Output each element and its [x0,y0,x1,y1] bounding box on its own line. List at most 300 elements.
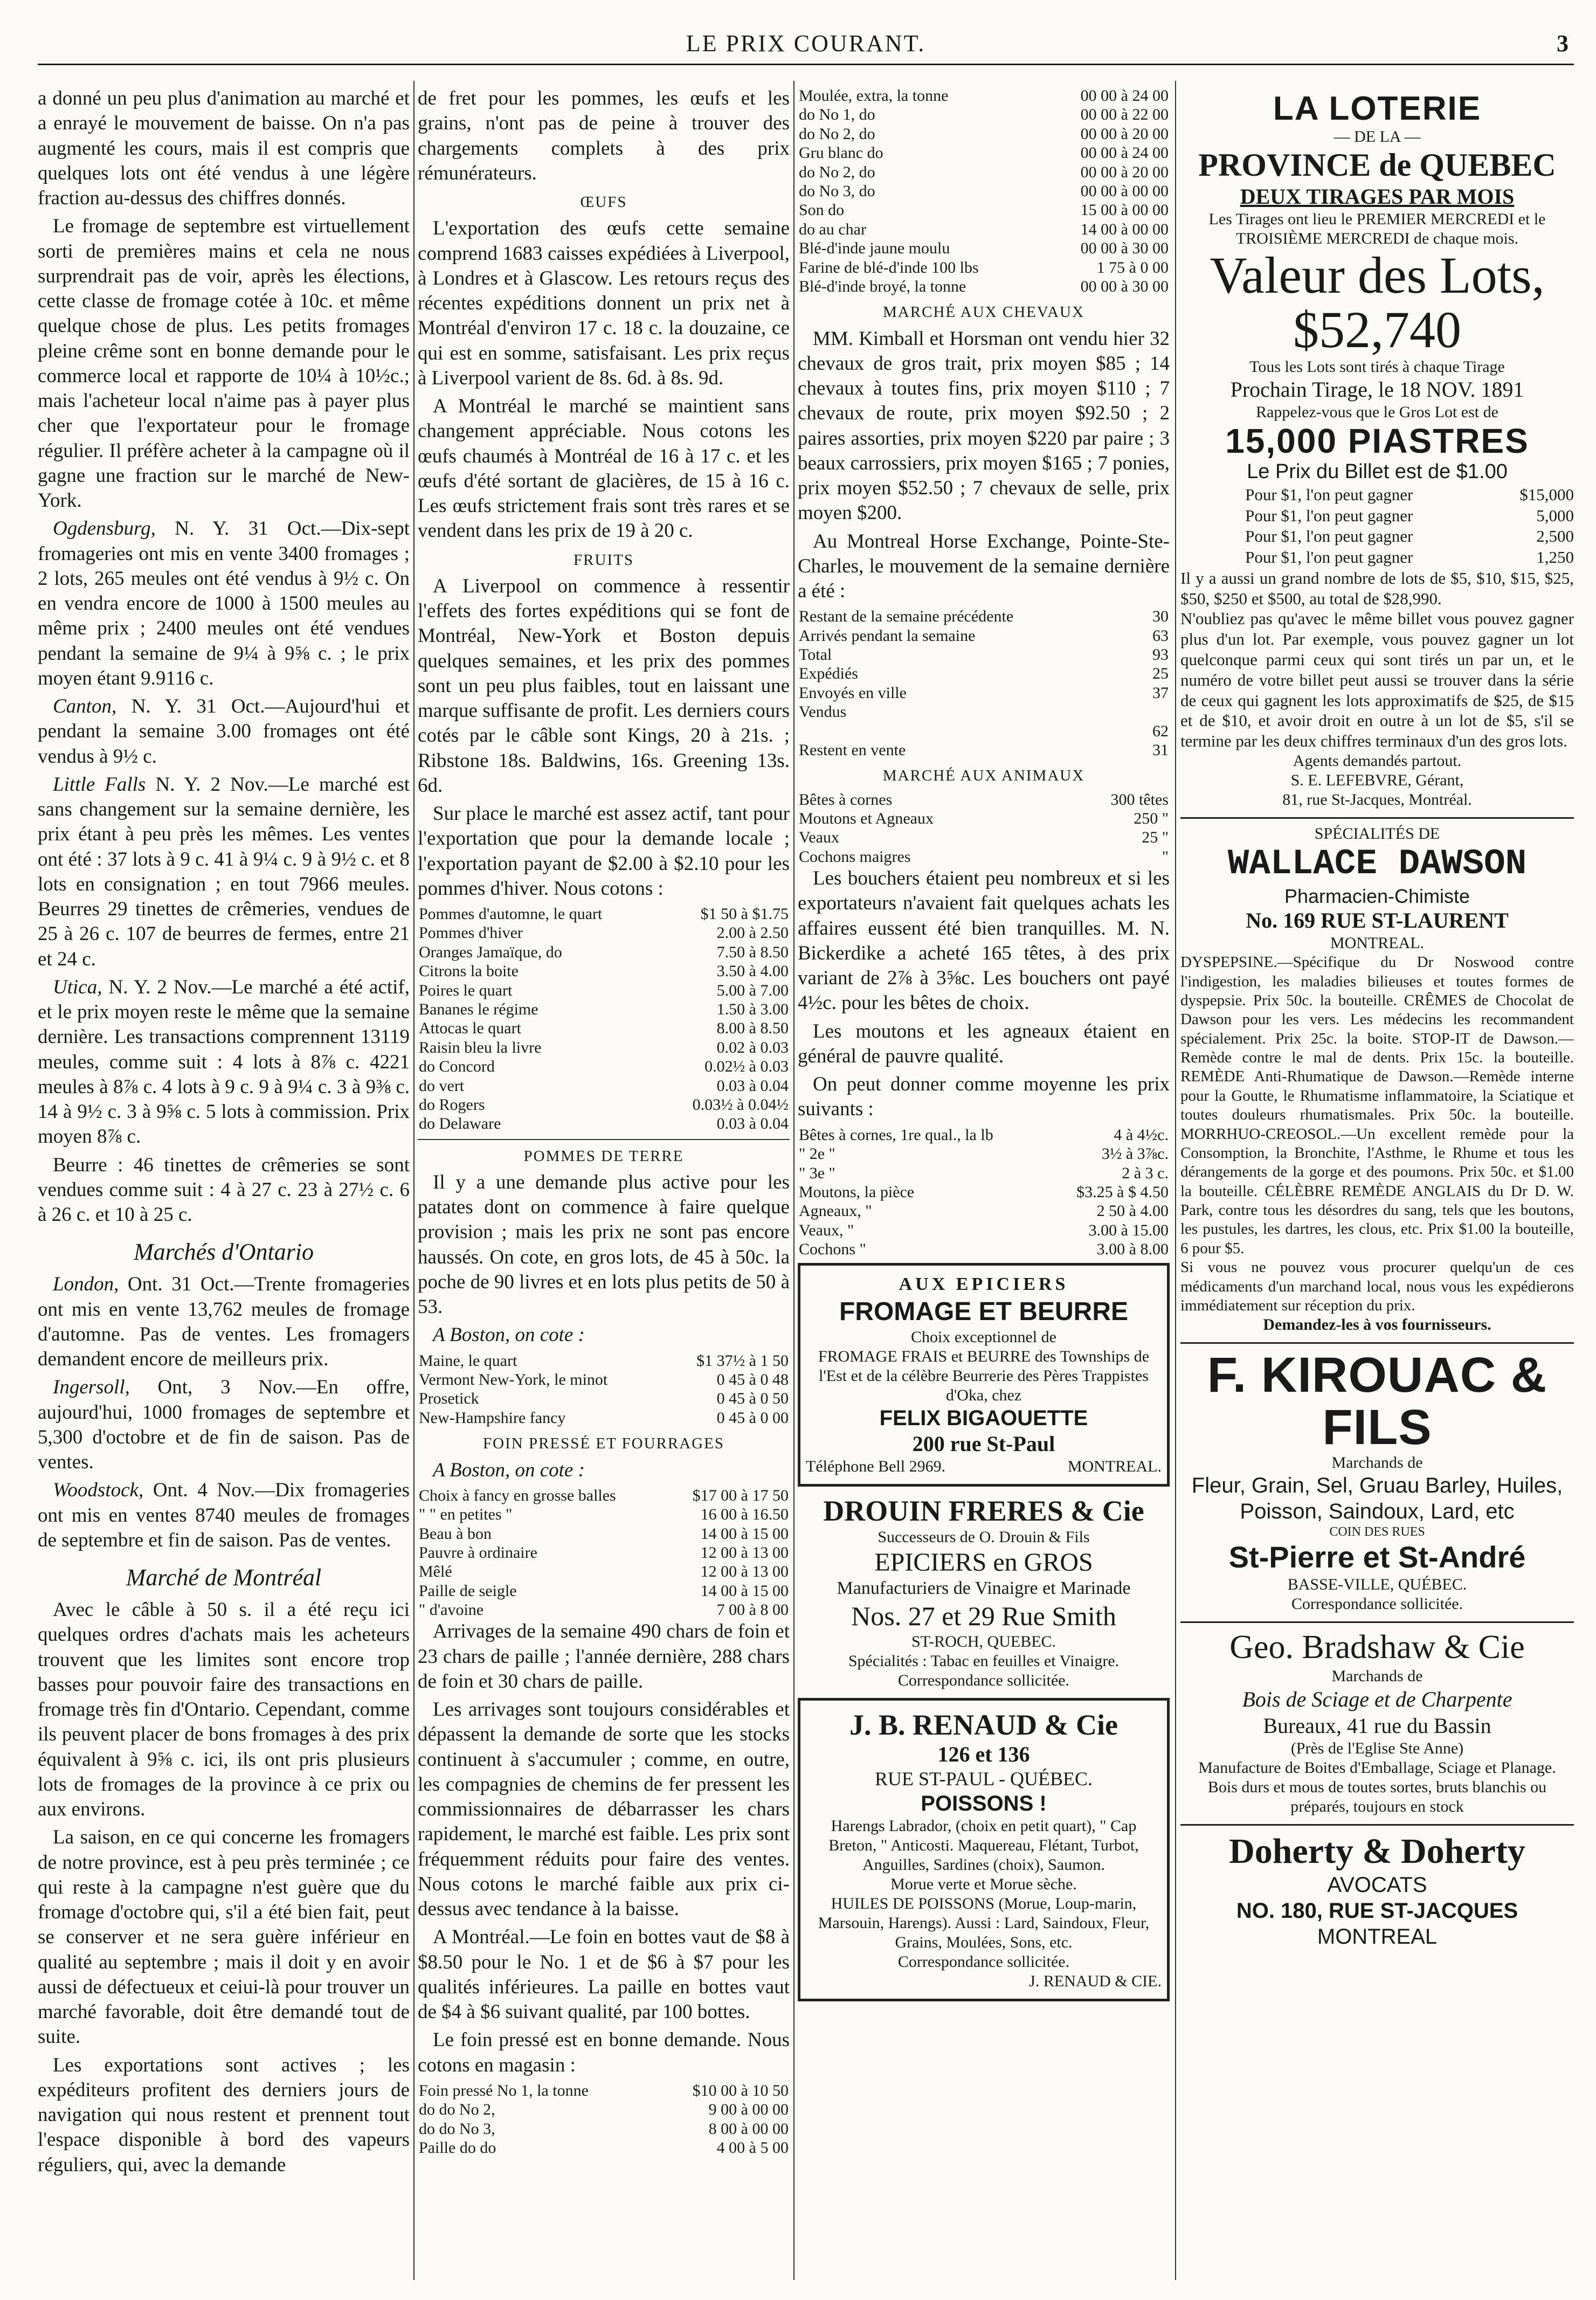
table-row [418,2081,790,2100]
table-cell-label: do vert [419,1076,465,1095]
ad-text: Les Tirages ont lieu le PREMIER MERCREDI et le TROISIÈME MERCREDI de chaque mois. [1208,210,1546,248]
table-cell-value: 3.00 à 8.00 [1096,1240,1169,1259]
table-cell-value: 0.03½ à 0.04½ [692,1095,789,1114]
table-row [418,1600,790,1619]
article-paragraph: A Montréal le marché se maintient sans changement appréciable. Nous cotons les œufs chaumés à Montréal de 16 à 17 c. et les œufs d'été sortant de glacières, de 15 à 16 c. Les œufs strictement frais sont très rares et se vendent dans les prix de 19 à 20 c. [418,395,790,542]
market-report [38,694,410,769]
ad-name: FELIX BIGAOUETTE [879,1406,1088,1430]
table-cell-label: Veaux [799,828,839,847]
table-cell-label: Agneaux, " [799,1202,872,1220]
ad-footer [806,1457,1162,1476]
ad-address: 200 rue St-Paul [912,1431,1055,1456]
market-report [38,1478,410,1553]
table-row [1180,506,1574,527]
table-cell-label: Attocas le quart [419,1019,521,1038]
price-table-boston [418,1351,790,1428]
table-cell-value: $10 00 à 10 50 [692,2081,789,2099]
ad-prix-billet: Le Prix du Billet est de $1.00 [1247,460,1508,484]
table-cell-value: 14 00 à 15 00 [700,1581,789,1600]
ad-items: Harengs Labrador, (choix en petit quart), " Cap Breton, " Anticosti. Maquereau, Flétant, Turbot, Anguilles, Sardines (choix), Saumon. [828,1817,1139,1874]
ad-name: F. KIROUAC & FILS [1207,1348,1547,1455]
table-cell-value: 30 [1152,607,1169,626]
section-heading: MARCHÉ AUX ANIMAUX [882,767,1085,785]
table-cell-label: Blé-d'inde broyé, la tonne [799,277,966,295]
table-row [798,664,1170,683]
table-cell-value: 00 00 à 24 00 [1080,144,1169,162]
ad-goods: Fleur, Grain, Sel, Gruau Barley, Huiles, Poisson, Saindoux, Lard, etc [1191,1474,1563,1524]
table-row [798,683,1170,702]
table-cell-label [798,722,1141,741]
table-cell-value: 7.50 à 8.50 [716,943,789,961]
table-cell-value: 14 00 à 00 00 [1080,220,1169,238]
ad-text: Rappelez-vous que le Gros Lot est de [1256,403,1498,421]
table-cell-value: 00 00 à 20 00 [1080,163,1169,181]
ad-goods: Bois de Sciage et de Charpente [1242,1687,1512,1711]
table-cell-value: 5.00 à 7.00 [716,981,789,999]
table-cell-label: Pommes d'hiver [419,924,523,942]
article-paragraph: A Liverpool on commence à ressentir l'effets des fortes expéditions qui se font de Montréal, New-York et Boston depuis quelques semaines, et les prix des pommes sont un peu plus faibles, tout en laissant une marque suffisante de profit. Les derniers cours cotés par le câble sont Kings, 20 à 21s. ; Ribstone 18s. Baldwins, 16s. Greening 13s. 6d. [418,575,790,797]
table-cell-value: 00 00 à 30 00 [1080,239,1169,258]
column-divider [793,81,794,2280]
table-cell-label: do No 3, do [799,182,875,200]
table-cell-value: 14 00 à 15 00 [700,1524,789,1543]
page-number: 3 [1557,30,1569,57]
ad-number: 126 et 136 [937,1742,1030,1767]
table-row [418,904,790,923]
table-cell-label: Cochons maigres [799,847,911,866]
report-place: Little Falls [53,773,146,796]
table-cell-label: do do No 3, [419,2119,495,2138]
article-paragraph: Il y a une demande plus active pour les patates dont on commence à faire quelque provision ; mais les prix ne sont pas encore haussés. On cote, en gros lots, de 45 à 50c. la poche de 90 livres et en lots plus petits de 50 à 53. [418,1171,790,1318]
table-cell-label: do au char [799,220,866,238]
table-row [798,790,1170,809]
ad-title-province: PROVINCE de QUEBEC [1198,147,1556,183]
table-cell-label: do No 2, do [799,163,875,181]
table-cell-value: 25 [1152,665,1169,683]
price-label: A Boston, on cote : [433,1459,585,1481]
table-row [418,981,790,1000]
ad-name: Geo. Bradshaw & Cie [1229,1628,1525,1666]
table-cell-label: Total [799,646,832,664]
table-cell-label: do do No 2, [419,2101,495,2119]
table-cell-value: 25 " [1142,828,1169,847]
table-cell-label: Expédiés [799,665,858,683]
report-place: London, [53,1273,119,1296]
ad-address: No. 169 RUE ST-LAURENT [1246,908,1509,933]
table-row [418,2100,790,2119]
ad-address: Bureaux, 41 rue du Bassin [1263,1713,1491,1738]
ad-text: COIN DES RUES [1329,1525,1425,1539]
table-row [418,1389,790,1408]
ad-top: AUX EPICIERS [899,1274,1069,1295]
table-cell-value: 8.00 à 8.50 [716,1019,789,1038]
table-cell-value: 3.50 à 4.00 [716,962,789,980]
table-cell-value: 31 [1152,741,1169,759]
ad-trade: EPICIERS en GROS [874,1548,1093,1577]
table-row [418,1543,790,1562]
ad-street: RUE ST-PAUL - QUÉBEC. [874,1768,1093,1790]
table-row [418,1562,790,1581]
article-paragraph: L'exportation des œufs cette semaine comprend 1683 caisses expédiées à Liverpool, à Londres et à Glascow. Les retours reçus des récentes expéditions donnent un prix net à Montréal d'environ 17 c. 18 c. la douzaine, ce qui est en somme, satisfaisant. Les prix reçus à Liverpool varient de 8s. 6d. à 8s. 9d. [418,217,790,389]
table-cell-value: 16 00 à 16.50 [700,1505,789,1524]
table-cell-value: $1 50 à $1.75 [700,905,789,923]
table-cell-label: Veaux, " [799,1221,854,1239]
article-paragraph: Le foin pressé est en bonne demande. Nous cotons en magasin : [418,2029,790,2076]
divider [1180,1621,1574,1623]
section-heading: ŒUFS [580,194,627,211]
table-row [798,163,1170,182]
market-report [38,772,410,972]
ad-name: J. B. RENAUD & Cie [849,1709,1118,1742]
table-cell-label: Bêtes à cornes, 1re qual., la lb [799,1125,993,1144]
table-cell-value: 0 45 à 0 00 [716,1408,789,1427]
ad-gros-lot: 15,000 PIASTRES [1225,421,1529,460]
divider [418,1139,790,1140]
table-cell-label: Paille de seigle [419,1581,517,1600]
column-divider [413,81,414,2280]
table-cell-value: 15 00 à 00 00 [1080,201,1169,219]
ad-doherty [1180,1831,1574,1950]
price-table-foin [418,1486,790,1620]
table-row [418,943,790,962]
section-heading: FOIN PRESSÉ ET FOURRAGES [483,1435,724,1453]
table-cell-value: 00 00 à 24 00 [1080,87,1169,105]
table-cell-value: 2 à 3 c. [1122,1164,1169,1182]
divider [1180,1824,1574,1826]
article-paragraph: Au Montreal Horse Exchange, Pointe-Ste-Charles, le mouvement de la semaine dernière a été : [798,530,1170,603]
ad-top: SPÉCIALITÉS DE [1314,825,1440,843]
table-row [798,741,1170,759]
ad-successor: Successeurs de O. Drouin & Fils [878,1528,1090,1546]
ad-correspondence: Correspondance sollicitée. [897,1953,1070,1971]
ad-text: Il y a aussi un grand nombre de lots de $5, $10, $15, $25, $50, $250 et $500, au total de $28,990. [1180,568,1574,608]
article-paragraph: La saison, en ce qui concerne les fromagers de notre province, est à peu près terminée ; ce qui reste à la campagne n'est guère que du fromage d'octobre qui, s'il a été bien fait, peut se conserver et ne sera guère inférieur en qualité au septembre ; mais il doit y en avoir aussi de défectueux et ceiui-là pour trouver un marché favorable, doit être demandé tout de suite. [38,1826,410,2048]
table-row [798,86,1170,105]
report-place: Ingersoll, [53,1376,130,1399]
table-cell-label: Poires le quart [419,981,513,999]
column-4 [1180,86,1574,2280]
table-cell-label: do No 2, do [799,125,875,143]
article-paragraph: Les exportations sont actives ; les expéditeurs profitent des derniers jours de navigation qui nous restent et prennent tout l'espace disponible à bord des vapeurs réguliers, qui, avec la demande [38,2054,410,2176]
table-cell-value: 5,000 [1536,506,1574,525]
table-row [798,828,1170,847]
table-row [798,1240,1170,1259]
table-row [418,1057,790,1076]
article-paragraph: A Montréal.—Le foin en bottes vaut de $8 à $8.50 pour le No. 1 et de $6 à $7 pour les qualités inférieures. La paille en bottes vaut de $4 à $6 suivant qualité, par 100 bottes. [418,1926,790,2023]
table-row [798,1125,1170,1144]
table-row [418,1351,790,1370]
article-paragraph: Arrivages de la semaine 490 chars de foin et 23 chars de paille ; l'année dernière, 288 chars de foin et 30 chars de paille. [418,1620,790,1693]
section-heading: FRUITS [574,551,634,569]
header-rule [38,64,1574,65]
article-paragraph: Avec le câble à 50 s. il a été reçu ici quelques ordres d'achats mais les acheteurs trouvent que les limites sont encore trop basses pour pouvoir faire des transactions en fromage très fin d'Ontario. Cependant, comme ils peuvent placer de bons fromages à des prix équivalent à 9⅝ c. ici, ils ont pris plusieurs lots de fromages de la province à ce prix ou aux environs. [38,1599,410,1820]
table-row [418,1370,790,1389]
table-cell-label: Choix à fancy en grosse balles [419,1486,616,1504]
ad-specialties: Spécialités : Tabac en feuilles et Vinaigre. [848,1652,1120,1670]
ad-renaud [798,1698,1170,2001]
table-cell-value: $15,000 [1519,485,1574,504]
table-cell-value: 0.02 à 0.03 [716,1038,789,1056]
report-place: Ogdensburg, [53,517,156,540]
table-row [798,809,1170,828]
table-cell-value: 00 00 à 22 00 [1080,106,1169,124]
table-row [798,125,1170,143]
page-header [38,30,1574,62]
ad-name: Doherty & Doherty [1229,1831,1525,1871]
article-paragraph: MM. Kimball et Horsman ont vendu hier 32 chevaux de gros trait, prix moyen $85 ; 14 chevaux à toutes fins, prix moyen $110 ; 7 chevaux de route, prix moyen $92.50 ; 2 paires assorties, prix moyen $220 par paire ; 3 beaux carrossiers, prix moyen $165 ; 7 ponies, prix moyen $52.50 ; 7 chevaux de selle, prix moyen $200. [798,327,1170,524]
ad-text: (Près de l'Eglise Ste Anne) [1290,1739,1464,1757]
table-cell-value: 1 75 à 0 00 [1096,258,1169,277]
table-cell-label: Farine de blé-d'inde 100 lbs [799,258,979,277]
table-cell-label: Bêtes à cornes [799,790,893,809]
ad-city: MONTREAL [1317,1924,1438,1949]
table-cell-label: Arrivés pendant la semaine [799,626,976,645]
table-cell-value: 2,500 [1536,527,1574,546]
report-text: N. Y. 31 Oct.—Aujourd'hui et pendant la semaine 3.00 fromages ont été vendus à 9½ c. [38,695,410,768]
ad-bigaouette [798,1263,1170,1486]
table-cell-value: $1 37½ à 1 50 [696,1351,789,1370]
ad-city: MONTREAL. [1067,1457,1162,1475]
table-cell-label: Prosetick [419,1390,479,1408]
ad-bradshaw [1180,1628,1574,1816]
table-cell-value: $3.25 à $ 4.50 [1076,1183,1169,1201]
column-2 [418,86,790,2280]
table-cell-label: do No 1, do [799,106,875,124]
table-cell-value: 1,250 [1536,548,1574,567]
table-row [798,1164,1170,1183]
table-cell-value: 8 00 à 00 00 [708,2119,789,2138]
table-row [798,258,1170,277]
table-cell-value: 00 00 à 20 00 [1080,125,1169,143]
table-cell-label: Cochons " [799,1240,866,1259]
table-row [798,1201,1170,1220]
ad-subtitle: — DE LA — [1334,128,1421,146]
table-cell-value: 1.50 à 3.00 [716,1000,789,1018]
ad-desc: FROMAGE FRAIS et BEURRE des Townships de l'Est et de la célèbre Beurrerie des Pères Trappistes d'Oka, chez [818,1347,1150,1404]
report-text: N. Y. 31 Oct.—Dix-sept fromageries ont mis en vente 3400 fromages ; 2 lots, 265 meules ont été vendus à 9½ c. On en vendra encore de 1000 à 1500 meules au même prix ; 2400 meules ont été vendues pendant la semaine de 9¼ à 9⅝ c. ; le prix moyen étant 9.9116 c. [38,517,410,689]
ad-text: Tous les Lots sont tirés à chaque Tirage [1249,357,1505,376]
table-row [418,923,790,942]
animals-table [798,790,1170,867]
table-row [418,962,790,980]
price-label: A Boston, on cote : [433,1324,585,1346]
table-cell-value: 63 [1152,626,1169,645]
table-cell-value: 2 50 à 4.00 [1096,1202,1169,1220]
table-cell-label: New-Hampshire fancy [419,1408,566,1427]
table-cell-label: do Concord [419,1058,495,1076]
ad-address: NO. 180, RUE ST-JACQUES [1236,1898,1518,1923]
table-cell-value: 0.03 à 0.04 [716,1076,789,1095]
table-cell-value: 7 00 à 8 00 [716,1601,789,1619]
table-cell-value: 0.02½ à 0.03 [704,1058,789,1076]
table-row [418,1095,790,1114]
table-cell-label: do Rogers [419,1095,485,1114]
ad-huiles: HUILES DE POISSONS (Morue, Loup-marin, Marsouin, Harengs). Aussi : Lard, Saindoux, Fleur, Grains, Moulées, Sons, etc. [818,1895,1150,1952]
column-divider [1175,81,1176,2280]
table-row [418,1486,790,1505]
table-row [798,220,1170,239]
table-cell-value: 12 00 à 13 00 [700,1563,789,1581]
report-place: Woodstock, [53,1479,144,1502]
table-cell-label: Pour $1, l'on peut gagner [1245,485,1413,504]
table-cell-label: " 2e " [799,1145,835,1163]
section-heading: Marchés d'Ontario [133,1239,314,1266]
table-row [418,1581,790,1600]
table-cell-value: 00 00 à 30 00 [1080,277,1169,295]
ad-loterie [1180,91,1574,810]
ad-drouin [798,1494,1170,1690]
table-cell-value: 4 00 à 5 00 [716,2139,789,2157]
table-cell-value: " [1162,847,1169,866]
table-cell-value: 3½ à 3⅞c. [1101,1145,1169,1163]
ad-address: 81, rue St-Jacques, Montréal. [1282,791,1472,809]
table-row [418,1408,790,1427]
ad-streets: St-Pierre et St-André [1228,1540,1526,1574]
table-cell-label: Envoyés en ville [799,683,907,702]
table-cell-label: Beau à bon [419,1524,492,1543]
ad-city: ST-ROCH, QUEBEC. [911,1633,1056,1651]
ad-text: Demandez-les à vos fournisseurs. [1263,1316,1491,1334]
report-text: Ont. 4 Nov.—Dix fromageries ont mis en ventes 8740 meules de fromages de septembre et fin de saison. Pas de ventes. [38,1479,410,1551]
table-cell-label: Pour $1, l'on peut gagner [1245,527,1413,546]
table-row [418,1524,790,1543]
ad-city: MONTREAL. [1330,934,1425,952]
table-row [798,143,1170,162]
table-cell-label: " d'avoine [419,1601,484,1619]
table-cell-label: Son do [799,201,845,219]
table-row [798,1183,1170,1201]
table-cell-value: 0 45 à 0 48 [716,1371,789,1389]
table-row [798,847,1170,866]
market-report [38,516,410,691]
report-text: Ont, 3 Nov.—En offre, aujourd'hui, 1000 fromages de septembre et 5,300 d'octobre et de fin de saison. Pas de ventes. [38,1376,410,1473]
column-1 [38,86,410,2280]
report-place: Utica, [53,976,102,998]
ad-text: Bois durs et mous de toutes sortes, bruts blanchis ou préparés, toujours en stock [1207,1778,1547,1815]
ad-tirages: DEUX TIRAGES PAR MOIS [1240,184,1515,209]
section-heading: Marché de Montréal [126,1564,322,1591]
table-row [798,239,1170,258]
table-cell-label: Bananes le régime [419,1000,538,1018]
table-row [798,645,1170,664]
ad-text: DYSPEPSINE.—Spécifique du Dr Noswood contre l'indigestion, les maladies bilieuses et toutes formes de dyspepsie. Prix 50c. la bouteille. CRÊMES de Chocolat de Dawson pour les vers. Les médecins les recommandent spécialement. Prix 25c. la boite. STOP-IT de Dawson.—Remède contre le mal de dents. Prix 15c. la bouteille. REMÈDE Anti-Rhumatique de Dawson.—Remède interne pour la Goutte, le Rhumatisme inflammatoire, la Sciatique et toutes douleurs rhumatismales. Prix 50c. la bouteille. MORRHUO-CREOSOL.—Un excellent remède pour la Consomption, la Bronchite, l'Asthme, le Rhume et tous les dérangements de la gorge et des poumons. Prix 50c. et $1.00 la bouteille. CÉLÈBRE REMÈDE ANGLAIS du Dr D. W. Park, contre tous les désordres du sang, tels que les boutons, les pustules, les dartres, les clous, etc. Prix $1.00 la bouteille, 6 pour $5. [1180,954,1574,1257]
table-row [1180,547,1574,568]
table-cell-label: Restent en vente [799,741,906,759]
report-place: Canton, [53,695,117,717]
table-row [798,607,1170,626]
ad-sub: Choix exceptionnel de [911,1328,1056,1346]
table-cell-value: 3.00 à 15.00 [1088,1221,1169,1239]
ad-valeur: Valeur des Lots, $52,740 [1210,246,1545,358]
article-paragraph: de fret pour les pommes, les œufs et les grains, n'ont pas de peine à trouver des chargements complets à des prix rémunérateurs. [418,87,790,184]
market-report [38,1272,410,1372]
ad-title: Pharmacien-Chimiste [1284,885,1470,907]
table-row [418,2138,790,2157]
ad-text: Marchands de [1331,1667,1423,1685]
column-3 [798,86,1170,2280]
ad-telephone: Téléphone Bell 2969. [806,1457,946,1475]
ad-text: N'oubliez pas qu'avec le même billet vous pouvez gagner plus d'un lot. Par exemple, vous pouvez gagner un lot quelconque parmi ceux qui sont tirés un par un, et le numéro de votre billet peut aussi se trouver dans la série de ceux qui gagnent les lots approximatifs de $25, de $15 et de $10, et avoir droit en outre à un lot de $5, s'il se termine par les deux chiffres terminaux d'un des gros lots. [1180,609,1574,751]
ad-title: AVOCATS [1327,1873,1427,1897]
ad-address: Nos. 27 et 29 Rue Smith [851,1601,1116,1632]
table-row [1180,485,1574,506]
section-heading: POMMES DE TERRE [523,1147,684,1165]
article-paragraph: Sur place le marché est assez actif, tant pour l'exportation que pour la demande locale ; l'exportation payant de $2.00 à $2.10 pour les pommes d'hiver. Nous cotons : [418,803,790,900]
table-cell-label: Paille do do [419,2139,496,2157]
table-cell-label: Pour $1, l'on peut gagner [1245,506,1413,525]
table-cell-label: Oranges Jamaïque, do [419,943,562,961]
ad-name: DROUIN FRERES & Cie [823,1494,1144,1527]
table-cell-value [1141,702,1170,721]
table-cell-label: " " en petites " [419,1505,513,1524]
table-cell-value: $17 00 à 17 50 [692,1486,789,1504]
report-text: Ont. 31 Oct.—Trente fromageries ont mis en vente 13,762 meules de fromage d'automne. Pas de ventes. Les fromagers demandent encore de meilleurs prix. [38,1273,410,1370]
table-cell-value: 93 [1152,646,1169,664]
ad-text: Si vous ne pouvez vous procurer quelqu'un de ces médicaments d'un marchand local, nous vous les expédierons immédiatement sur réception du prix. [1180,1259,1574,1314]
table-cell-label: Citrons la boite [419,962,519,980]
table-cell-label: Pommes d'automne, le quart [419,905,603,923]
table-row [798,722,1170,741]
table-cell-label: Pauvre à ordinaire [419,1543,537,1562]
table-row [418,1038,790,1057]
price-table-moulee [798,86,1170,296]
table-cell-label: Maine, le quart [419,1351,517,1370]
table-row [798,201,1170,219]
table-cell-value: 9 00 à 00 00 [708,2101,789,2119]
table-row [798,1221,1170,1240]
ad-morue: Morue verte et Morue sèche. [890,1875,1077,1894]
table-cell-value: 4 à 4½c. [1114,1125,1169,1144]
market-report [38,975,410,1150]
gains-table [1180,485,1574,568]
article-paragraph: Le fromage de septembre est virtuellement sorti de premières mains et cela ne nous surprendrait pas de voir, après les élections, cette classe de fromage cotée à 10c. et même quelque chose de plus. Les petits fromages pleine crême sont en bonne demande pour le commerce local et rapporte de 10¼ à 10½c.; mais l'acheteur local n'aime pas à payer plus cher que l'exportateur pour le fromage régulier. Il préfère acheter à la campagne où il gagne une fraction sur le marché de New-York. [38,215,410,512]
article-paragraph: Beurre : 46 tinettes de crêmeries se sont vendues comme suit : 4 à 27 c. 23 à 27½ c. 6 à 26 c. et 10 à 25 c. [38,1154,410,1226]
ad-correspondence: Correspondance sollicitée. [1291,1594,1463,1613]
table-row [798,702,1170,721]
table-cell-label: Foin pressé No 1, la tonne [419,2081,589,2099]
ad-text: Manufacture de Boites d'Emballage, Sciage et Planage. [1198,1758,1556,1777]
ad-correspondence: Correspondance sollicitée. [897,1672,1070,1690]
market-report [38,1375,410,1475]
price-table-foin-magasin [418,2081,790,2158]
table-cell-label: Moutons, la pièce [799,1183,915,1201]
table-row [418,1505,790,1524]
table-cell-value: 62 [1152,722,1169,740]
ad-agents: Agents demandés partout. [1293,752,1462,770]
ad-text: Marchands de [1331,1454,1423,1472]
article-paragraph: Les arrivages sont toujours considérables et dépassent la demande de sorte que les stocks continuent à s'accumuler ; comme, en outre, les compagnies de chemins de fer pressent les commissionnaires de débarrasser les chars rapidement, le marché est faible. Les prix sont fréquemment réduits pour faire des ventes. Nous cotons le marché faible aux prix ci-dessus avec tendance à la baisse. [418,1698,790,1921]
divider [1180,817,1574,819]
table-cell-label: Mêlé [419,1563,452,1581]
table-cell-label: Pour $1, l'on peut gagner [1245,548,1413,567]
ad-title: LA LOTERIE [1273,90,1482,127]
horse-exchange-table [798,607,1170,759]
price-table-fruits [418,904,790,1134]
table-cell-label: Moutons et Agneaux [799,810,934,828]
section-heading: MARCHÉ AUX CHEVAUX [883,303,1084,321]
table-row [418,1000,790,1019]
table-cell-label: Gru blanc do [799,144,883,162]
article-paragraph: Les bouchers étaient peu nombreux et si les exportateurs n'avaient fait quelques achats les affaires eussent été bien tranquilles. M. N. Bickerdike a acheté 165 têtes, à des prix variant de 2⅞ à 3⅝c. Les bouchers ont payé 4½c. pour les bêtes de choix. [798,867,1170,1014]
report-text: N. Y. 2 Nov.—Le marché est sans changement sur la semaine dernière, les prix étant à peu près les mêmes. Les ventes ont été : 37 lots à 9 c. 41 à 9¼ c. 9 à 9½ c. et 8 lots en consignation ; en tout 7966 meules. Beurres 29 tinettes de crêmeries, vendues de 25 à 26 c. 107 de beurres de fermes, entre 21 et 24 c. [38,773,410,970]
ad-dawson [1180,824,1574,1335]
table-cell-label: Vermont New-York, le minot [419,1371,608,1389]
table-row [418,1019,790,1038]
divider [1180,1342,1574,1344]
table-cell-label: Blé-d'inde jaune moulu [799,239,950,258]
article-paragraph: Les moutons et les agneaux étaient en général de pauvre qualité. [798,1020,1170,1067]
ad-gerant: S. E. LEFEBVRE, Gérant, [1290,771,1464,790]
